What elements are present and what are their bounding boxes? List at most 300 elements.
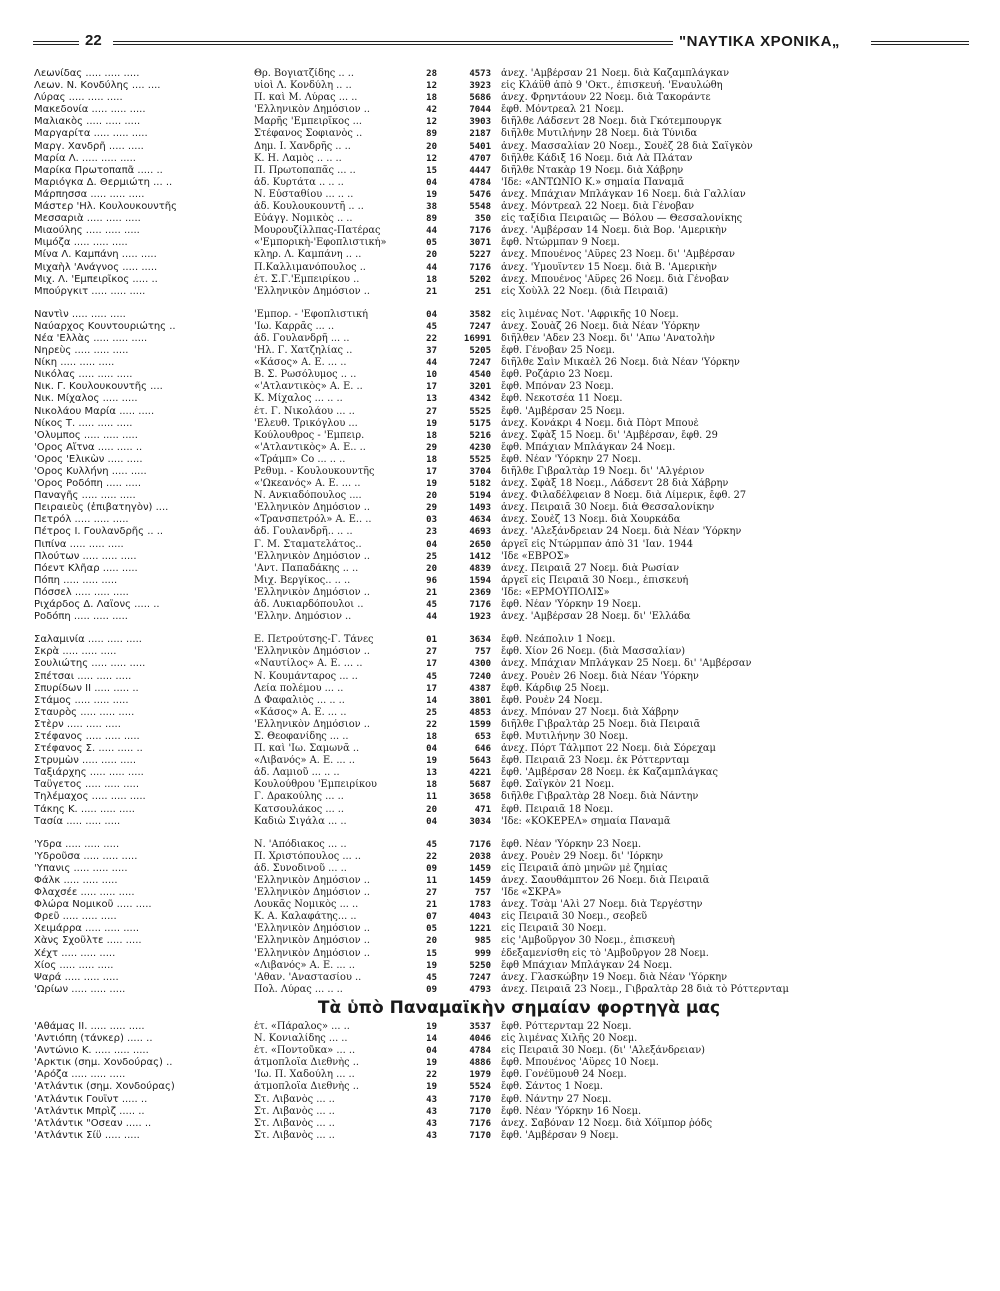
tonnage: 1412 <box>469 551 491 562</box>
ship-name: 'Ωρίων ..... ..... ..... <box>34 983 126 995</box>
table-row <box>34 599 974 611</box>
tonnage: 5686 <box>469 93 491 104</box>
flag-code: 20 <box>426 804 437 815</box>
ship-name: Μιχ. Λ. 'Εμπειρῖκος ..... .. <box>34 273 158 285</box>
flag-code: 42 <box>426 105 437 116</box>
tonnage: 3582 <box>469 309 491 320</box>
tonnage: 1221 <box>469 924 491 935</box>
movement: διῆλθε Λάδσεντ 28 Νοεμ. διὰ Γκότεμπουργκ <box>501 116 722 128</box>
movement: ἔφθ. Μπάχιαν Μπλάγκαν 24 Νοεμ. <box>501 441 676 453</box>
tonnage: 3801 <box>469 695 491 706</box>
ship-name: Μιαούλης ..... ..... ..... <box>34 225 140 237</box>
movement: διῆλθε Κάδιξ 16 Νοεμ. διὰ Λὰ Πλάταν <box>501 152 693 164</box>
tonnage: 1979 <box>469 1070 491 1081</box>
movement: ἀνεχ. 'Αμβέρσαν 14 Νοεμ. διὰ Βορ. 'Αμερικὴν <box>501 225 727 237</box>
flag-code: 18 <box>426 93 437 104</box>
movement: ἀργεῖ εἰς Πειραιᾶ 30 Νοεμ., ἐπισκευή <box>501 574 689 586</box>
tonnage: 985 <box>474 936 491 947</box>
ship-name: Ροδόπη ..... ..... ..... <box>34 611 128 623</box>
flag-code: 37 <box>426 346 437 357</box>
ship-name: Χίος ..... ..... ..... <box>34 959 114 971</box>
movement: ἔφθ. Ντώρμπαν 9 Νοεμ. <box>501 237 620 249</box>
tonnage: 3923 <box>469 81 491 92</box>
movement: ἔφθ Μπάχιαν Μπλάγκαν 24 Νοεμ. <box>501 959 673 971</box>
ship-name: Στρυμὼν ..... ..... ..... <box>34 755 137 767</box>
table-row <box>34 719 974 731</box>
header-rule-middle <box>113 41 673 45</box>
group-spacer <box>34 828 974 839</box>
table-row <box>34 153 974 165</box>
ship-name: Μιχαὴλ 'Ανάγνος ..... ..... <box>34 261 158 273</box>
ship-owner: Στ. Λιβανὸς ... .. <box>254 1129 335 1141</box>
ship-name: 'Αντώνιο Κ. ..... ..... ..... <box>34 1045 149 1057</box>
movement: ἔφθ. Ροζάριο 23 Νοεμ. <box>501 369 613 381</box>
movement: ἔφθ. Νέαν 'Υόρκην 19 Νοεμ. <box>501 599 642 611</box>
table-row <box>34 743 974 755</box>
movement: εἰς 'Αμβοῦργον 30 Νοεμ., ἐπισκευὴ <box>501 935 675 947</box>
ship-owner: ἀτμοπλοΐα Διεθνὴς .. <box>254 1057 359 1069</box>
table-row <box>34 923 974 935</box>
tonnage: 7176 <box>469 600 491 611</box>
movement: ἀνεχ. Μπάχιαν Μπλάγκαν 16 Νοεμ. διὰ Γαλλίαν <box>501 188 746 200</box>
movement: ἀνεχ. Ρουὲν 29 Νοεμ. δι' 'Ιόρκην <box>501 850 664 862</box>
table-row <box>34 671 974 683</box>
flag-code: 15 <box>426 948 437 959</box>
table-row <box>34 899 974 911</box>
table-row <box>34 960 974 972</box>
ship-owner: Ν. 'Απόδιακος ... .. <box>254 838 347 850</box>
table-row <box>34 418 974 430</box>
ship-owner: 'Εμπορ. - 'Εφοπλιστική <box>254 308 368 320</box>
tonnage: 4886 <box>469 1058 491 1069</box>
ship-name: Στάμος ..... ..... ..... <box>34 694 129 706</box>
ship-name: Σουλιώτης ..... ..... ..... <box>34 658 146 670</box>
ship-owner: Ε. Πετρούτσης-Γ. Τάνες <box>254 634 374 646</box>
ship-owner: «'Εμπορικὴ-'Εφοπλιστική» <box>254 237 387 249</box>
flag-code: 25 <box>426 551 437 562</box>
journal-title: "ΝΑΥΤΙΚΑ ΧΡΟΝΙΚΑ„ <box>679 33 840 50</box>
movement: ἀνεχ. Μπάχιαν Μπλάγκαν 25 Νοεμ. δι' 'Αμβέρσαν <box>501 658 752 670</box>
ship-name: Ναντὶν ..... ..... ..... <box>34 308 126 320</box>
flag-code: 04 <box>426 539 437 550</box>
table-row <box>34 369 974 381</box>
tonnage: 1459 <box>469 876 491 886</box>
table-row <box>34 1069 974 1081</box>
table-row <box>34 887 974 899</box>
ship-name: Ναύαρχος Κουντουριώτης .. <box>34 320 176 332</box>
ship-owner: Στ. Λιβανὸς ... .. <box>254 1117 335 1129</box>
movement: διῆλθε Γιβραλτὰρ 25 Νοεμ. διὰ Πειραιᾶ <box>501 718 701 730</box>
ship-owner: «'Ατλαντικὸς» Α. Ε. .. <box>254 381 363 393</box>
ship-name: Τηλέμαχος ..... ..... ..... <box>34 791 146 803</box>
table-row <box>34 1021 974 1033</box>
ship-owner: 'Αντ. Παπαδάκης .. .. <box>254 562 359 574</box>
flag-code: 19 <box>426 1058 437 1069</box>
movement: ἀνεχ. Σαουθάμπτον 26 Νοεμ. διὰ Πειραιᾶ <box>501 875 710 886</box>
tonnage: 5202 <box>469 274 491 285</box>
table-row <box>34 1118 974 1130</box>
tonnage: 1783 <box>469 900 491 911</box>
table-row <box>34 274 974 286</box>
flag-code: 19 <box>426 960 437 971</box>
flag-code: 20 <box>426 563 437 574</box>
table-row <box>34 189 974 201</box>
flag-code: 96 <box>426 575 437 586</box>
ship-owner: 'Ιω. Π. Χαδούλη ... .. <box>254 1069 355 1081</box>
table-row <box>34 345 974 357</box>
ship-owner: Π.Καλλιμανόπουλος .. <box>254 261 366 273</box>
table-row <box>34 502 974 514</box>
ship-owner: Στ. Λιβανὸς ... .. <box>254 1093 335 1105</box>
table-row <box>34 430 974 442</box>
flag-code: 44 <box>426 262 437 273</box>
ship-name: Νέα 'Ελλὰς ..... ..... ..... <box>34 332 148 344</box>
tonnage: 7176 <box>469 839 491 850</box>
tonnage: 7044 <box>469 105 491 116</box>
movement: ἀνεχ. Πειραιᾶ 27 Νοεμ. διὰ Ρωσίαν <box>501 562 680 574</box>
tonnage: 3658 <box>469 792 491 803</box>
flag-code: 21 <box>426 900 437 911</box>
ship-owner: Κούλουθρος - 'Εμπειρ. <box>254 429 365 441</box>
movement: ἀνεχ. 'Υμουΐντεν 15 Νοεμ. διὰ Β. 'Αμερικὴν <box>501 261 717 273</box>
flag-code: 45 <box>426 972 437 983</box>
flag-code: 19 <box>426 1021 437 1032</box>
movement: ἔφθ. Πειραιᾶ 23 Νοεμ. ἐκ Ρόττερνταμ <box>501 755 690 767</box>
ship-owner: 'Ελληνικὸν Δημόσιον .. <box>254 285 370 297</box>
movement: ἀνεχ. Φρηντάουν 22 Νοεμ. διὰ Τακοράντε <box>501 92 711 104</box>
group-spacer <box>34 298 974 309</box>
tonnage: 3034 <box>469 816 491 827</box>
movement: ἀνεχ. 'Αμβέρσαν 21 Νοεμ. διὰ Καζαμπλάγκαν <box>501 68 730 79</box>
ship-name: Μαργαρίτα ..... ..... ..... <box>34 128 148 140</box>
ship-owner: Λεία πολέμου ... .. <box>254 682 344 694</box>
movement: εἰς Πειραιᾶ 30 Νοεμ. <box>501 923 607 935</box>
ship-owner: «'Ατλαντικὸς» Α. Ε.. .. <box>254 441 366 453</box>
ship-name: Παναγῆς ..... ..... ..... <box>34 490 136 502</box>
flag-code: 22 <box>426 1070 437 1081</box>
flag-code: 20 <box>426 141 437 152</box>
tonnage: 5182 <box>469 479 491 490</box>
ship-name: Πλούτων ..... ..... ..... <box>34 550 137 562</box>
tonnage: 5205 <box>469 346 491 357</box>
tonnage: 3537 <box>469 1021 491 1032</box>
table-row <box>34 587 974 599</box>
movement: ἀνεχ. 'Αλεξάνδρειαν 24 Νοεμ. διὰ Νέαν 'Υόρκην <box>501 526 742 538</box>
ship-name: Μάρπησσα ..... ..... ..... <box>34 188 145 200</box>
ship-name: Μαλιακὸς ..... ..... ..... <box>34 116 141 128</box>
table-row <box>34 92 974 104</box>
ship-name: 'Ατλάντικ (σημ. Χονδούρας) <box>34 1081 175 1093</box>
tonnage: 5227 <box>469 250 491 261</box>
flag-code: 43 <box>426 1094 437 1105</box>
movement: ἔφθ. Κάρδιφ 25 Νοεμ. <box>501 682 610 694</box>
movement: ἀνεχ. Ρουὲν 26 Νοεμ. διὰ Νέαν 'Υόρκην <box>501 670 699 682</box>
flag-code: 03 <box>426 515 437 526</box>
tonnage: 2187 <box>469 129 491 140</box>
tonnage: 4387 <box>469 683 491 694</box>
flag-code: 21 <box>426 286 437 297</box>
table-row <box>34 839 974 851</box>
table-row <box>34 707 974 719</box>
table-row <box>34 213 974 225</box>
table-row <box>34 333 974 345</box>
flag-code: 20 <box>426 936 437 947</box>
tonnage: 1459 <box>469 863 491 874</box>
ship-owner: «Τρανσπετρόλ» Α. Ε.. .. <box>254 514 372 526</box>
ship-owner: 'Ελληνικὸν Δημόσιον .. <box>254 947 370 959</box>
ship-name: 'Ορος 'Ελικὼν ..... ..... <box>34 453 143 465</box>
table-row <box>34 381 974 393</box>
ship-name: Ταΰγετος ..... ..... ..... <box>34 779 140 791</box>
ship-owner: Π. Πρωτοπαπᾶς ... .. <box>254 164 356 176</box>
movement: ἔφθ. Χίον 26 Νοεμ. (διὰ Μασσαλίαν) <box>501 646 686 658</box>
ship-name: 'Ολυμπος ..... ..... ..... <box>34 429 138 441</box>
tonnage: 4793 <box>469 984 491 995</box>
ship-owner: ἐτ. Σ.Γ.'Εμπειρίκου .. <box>254 273 360 285</box>
table-row <box>34 816 974 828</box>
table-row <box>34 851 974 863</box>
movement: ἔφθ. Μυτιλήνην 30 Νοεμ. <box>501 730 629 742</box>
tonnage: 3201 <box>469 382 491 393</box>
flag-code: 43 <box>426 1130 437 1141</box>
ship-name: Πόεντ Κλῆαρ ..... ..... <box>34 562 138 574</box>
flag-code: 89 <box>426 129 437 140</box>
flag-code: 10 <box>426 370 437 381</box>
ship-owner: Ν. Κουμάνταρος ... .. <box>254 670 358 682</box>
movement: εἰς Κλάϋθ ἀπὸ 9 'Οκτ., ἐπισκευή. 'Εναυλώθη <box>501 80 723 92</box>
movement: ἀνεχ. Φιλαδέλφειαν 8 Νοεμ. διὰ Λίμερικ, ἔφθ. 27 <box>501 490 747 502</box>
table-row <box>34 551 974 563</box>
ship-name: Μάστερ 'Ηλ. Κουλουκουντῆς <box>34 201 177 213</box>
movement: διῆλθε Σαὶν Μικαὲλ 26 Νοεμ. διὰ Νέαν 'Υόρκην <box>501 357 740 369</box>
tonnage: 4230 <box>469 442 491 453</box>
tonnage: 999 <box>474 948 491 959</box>
tonnage: 251 <box>474 286 491 297</box>
ship-name: Μαρία Λ. ..... ..... ..... <box>34 152 136 164</box>
flag-code: 28 <box>426 69 437 79</box>
movement: ἀνεχ. Μπουένος 'Αϋρες 26 Νοεμ. διὰ Γένοβαν <box>501 273 729 285</box>
flag-code: 25 <box>426 707 437 718</box>
table-row <box>34 393 974 405</box>
ship-name: Τάκης Κ. ..... ..... ..... <box>34 803 135 815</box>
flag-code: 89 <box>426 214 437 225</box>
table-row <box>34 490 974 502</box>
movement: ἔφθ. Νεκοτσέα 11 Νοεμ. <box>501 393 623 405</box>
ship-owner: Γ. Μ. Σταματελάτος.. <box>254 538 362 550</box>
movement: ἀνεχ. Κονάκρι 4 Νοεμ. διὰ Πὸρτ Μπουὲ <box>501 417 699 429</box>
ship-name: Τασία ..... ..... ..... <box>34 815 121 827</box>
movement: 'Ιδε: «ΑΝΤΩΝΙΟ Κ.» σημαία Παναμᾶ <box>501 176 685 188</box>
table-row <box>34 731 974 743</box>
flag-code: 17 <box>426 382 437 393</box>
tonnage: 3903 <box>469 117 491 128</box>
ship-name: 'Ορος Κυλλήνη ..... ..... <box>34 466 147 477</box>
movement: ἐδεξαμενίσθη εἰς τὸ 'Αμβοῦργον 28 Νοεμ. <box>501 947 709 959</box>
ship-name: Σπέτσαι ..... ..... ..... <box>34 670 132 682</box>
ship-owner: «Λιβανός» Α. Ε. ... .. <box>254 959 356 971</box>
flag-code: 04 <box>426 309 437 320</box>
tonnage: 5687 <box>469 780 491 791</box>
ship-owner: «Ναυτίλος» Α. Ε. ... .. <box>254 658 363 670</box>
ship-name: 'Ατλάντικ Γουΐντ ..... .. <box>34 1093 148 1105</box>
flag-code: 13 <box>426 768 437 779</box>
table-row <box>34 309 974 321</box>
movement: ἔφθ. Σαϊγκὸν 21 Νοεμ. <box>501 779 615 791</box>
ship-owner: Μουρουζίλλπας-Πατέρας <box>254 225 381 237</box>
ship-name: 'Αθάμας ΙΙ. ..... ..... ..... <box>34 1020 145 1032</box>
ship-owner: ἀδ. Κουλουκουντῆ .. .. <box>254 201 364 213</box>
ship-owner: Ν. Κονιαλίδης ... .. <box>254 1033 348 1045</box>
table-row <box>34 767 974 779</box>
movement: ἔφθ. Νέαν 'Υόρκην 23 Νοεμ. <box>501 838 642 850</box>
ship-owner: 'Ιω. Καρρᾶς ... .. <box>254 320 335 332</box>
ship-name: Σπυρίδων ΙΙ ..... ..... .. <box>34 682 139 694</box>
ship-name: 'Αρκτικ (σημ. Χονδούρας) .. <box>34 1057 173 1069</box>
tonnage: 7247 <box>469 358 491 369</box>
movement: εἰς Πειραιᾶ 30 Νοεμ. (δι' 'Αλεξάνδρειαν) <box>501 1045 706 1057</box>
flag-code: 22 <box>426 851 437 862</box>
movement: ἔφθ. Ρουὲν 24 Νοεμ. <box>501 694 603 706</box>
ship-owner: «'Ωκεανός» Α. Ε. ... .. <box>254 478 361 490</box>
tonnage: 5525 <box>469 454 491 465</box>
page-header <box>33 32 969 52</box>
movement: ἔφθ. 'Αμβέρσαν 25 Νοεμ. <box>501 405 625 417</box>
ship-owner: ἀδ. Συνοδινοῦ ... .. <box>254 862 347 874</box>
ship-name: Πιπίνα ..... ..... ..... <box>34 538 124 550</box>
ship-owner: ἀδ. Κυρτάτα .. .. .. <box>254 176 344 188</box>
movement: διῆλθε Γιβραλτὰρ 28 Νοεμ. διὰ Νάντην <box>501 791 699 803</box>
flag-code: 43 <box>426 1118 437 1129</box>
tonnage: 5524 <box>469 1082 491 1093</box>
ship-name: Φάλκ ..... ..... ..... <box>34 875 118 886</box>
movement: ἀνεχ. Πόρτ Τάλμποτ 22 Νοεμ. διὰ Σόρεχαμ <box>501 743 716 755</box>
tonnage: 4221 <box>469 768 491 779</box>
ship-owner: ἐτ. Γ. Νικολάου ... .. <box>254 405 355 417</box>
tonnage: 16991 <box>463 333 491 344</box>
ship-owner: Ν. Εὐσταθίου ... .. .. <box>254 188 354 200</box>
flag-code: 05 <box>426 238 437 249</box>
ship-owner: 'Ηλ. Γ. Χατζηλίας .. <box>254 345 353 357</box>
flag-code: 23 <box>426 527 437 538</box>
flag-code: 11 <box>426 792 437 803</box>
movement: ἔφθ. Νέαν 'Υόρκην 27 Νοεμ. <box>501 453 642 465</box>
ship-list <box>34 68 974 1142</box>
movement: ἀνεχ. Σφὰξ 18 Νοεμ., Λάδσεντ 28 διὰ Χάβρην <box>501 478 729 490</box>
tonnage: 757 <box>474 888 491 899</box>
page-number: 22 <box>85 32 102 49</box>
ship-name: Μαρίκα Πρωτοπαπᾶ ..... .. <box>34 164 163 176</box>
table-row <box>34 116 974 128</box>
header-rule-right <box>871 41 969 45</box>
ship-name: Φρεῦ ..... ..... ..... <box>34 911 117 923</box>
flag-code: 18 <box>426 454 437 465</box>
tonnage: 3704 <box>469 467 491 477</box>
tonnage: 3071 <box>469 238 491 249</box>
flag-code: 44 <box>426 358 437 369</box>
tonnage: 4784 <box>469 177 491 188</box>
ship-owner: κληρ. Λ. Καμπάνη .. .. <box>254 249 362 261</box>
flag-code: 01 <box>426 635 437 646</box>
tonnage: 7247 <box>469 972 491 983</box>
movement: ἀνεχ. Μπόναν 27 Νοεμ. διὰ Χάβρην <box>501 706 679 718</box>
movement: ἔφθ. Μπόναν 23 Νοεμ. <box>501 381 614 393</box>
ship-name: Μιμόζα ..... ..... ..... <box>34 237 128 249</box>
ship-owner: Θρ. Βογιατζίδης .. .. <box>254 68 354 79</box>
flag-code: 11 <box>426 876 437 886</box>
ship-name: 'Ορος Ροδόπη ..... ..... <box>34 478 142 490</box>
tonnage: 5476 <box>469 189 491 200</box>
ship-owner: Κ. Η. Λαμὸς .. .. .. <box>254 152 342 164</box>
ship-owner: 'Ελληνικὸν Δημόσιον .. <box>254 875 370 886</box>
table-row <box>34 695 974 707</box>
table-row <box>34 683 974 695</box>
ship-owner: Σ. Θεοφανίδης ... .. <box>254 730 349 742</box>
table-row <box>34 611 974 623</box>
table-row <box>34 875 974 887</box>
table-row <box>34 911 974 923</box>
movement: ἀνεχ. Μόντρεαλ 22 Νοεμ. διὰ Γένοβαν <box>501 201 695 213</box>
flag-code: 44 <box>426 612 437 623</box>
table-row <box>34 984 974 996</box>
flag-code: 05 <box>426 924 437 935</box>
ship-name: Χειμάρρα ..... ..... ..... <box>34 923 140 935</box>
ship-owner: Β. Σ. Ρωσόλυμος .. .. <box>254 369 357 381</box>
ship-name: 'Ορος Αἴτνα ..... ..... .. <box>34 441 143 453</box>
ship-owner: Κ. Α. Καλαφάτης... .. <box>254 911 357 923</box>
flag-code: 14 <box>426 695 437 706</box>
tonnage: 7176 <box>469 262 491 273</box>
table-row <box>34 791 974 803</box>
flag-code: 18 <box>426 780 437 791</box>
ship-owner: Κουλούθρου 'Εμπειρίκου <box>254 779 378 791</box>
ship-name: Στὲρν ..... ..... ..... <box>34 718 121 730</box>
tonnage: 757 <box>474 647 491 658</box>
tonnage: 653 <box>474 731 491 742</box>
ship-owner: Γ. Δρακούλης ... .. <box>254 791 344 803</box>
ship-name: Χὰνς Σχοῦλτε ..... ..... <box>34 935 142 947</box>
ship-owner: «Κάσος» Α. Ε. ... .. <box>254 357 347 369</box>
ship-owner: 'Αθαν. 'Αναστασίου .. <box>254 971 362 983</box>
tonnage: 4043 <box>469 912 491 923</box>
flag-code: 19 <box>426 418 437 429</box>
flag-code: 19 <box>426 189 437 200</box>
ship-owner: Λουκᾶς Νομικὸς ... .. <box>254 899 359 911</box>
flag-code: 29 <box>426 503 437 514</box>
flag-code: 20 <box>426 491 437 502</box>
table-row <box>34 863 974 875</box>
movement: εἰς λιμένας Νοτ. 'Αφρικῆς 10 Νοεμ. <box>501 308 679 320</box>
ship-name: Πόπη ..... ..... ..... <box>34 574 118 586</box>
flag-code: 12 <box>426 117 437 128</box>
movement: ἔφθ. Νεάπολιν 1 Νοεμ. <box>501 634 616 646</box>
ship-name: Πέτρος Ι. Γουλανδρῆς .. .. <box>34 526 164 538</box>
ship-name: Μαριόγκα Δ. Θερμιώτη ... .. <box>34 176 173 188</box>
table-row <box>34 539 974 551</box>
flag-code: 09 <box>426 984 437 995</box>
flag-code: 18 <box>426 731 437 742</box>
table-row <box>34 514 974 526</box>
ship-owner: 'Ελληνικὸν Δημόσιον .. <box>254 104 370 116</box>
flag-code: 19 <box>426 1082 437 1093</box>
flag-code: 44 <box>426 226 437 237</box>
ship-owner: 'Ελληνικὸν Δημόσιον .. <box>254 923 370 935</box>
table-row <box>34 804 974 816</box>
ship-name: 'Ατλάντικ Μπρὶζ ..... .. <box>34 1105 145 1117</box>
ship-name: Νικόλας ..... ..... ..... <box>34 369 133 381</box>
table-row <box>34 755 974 767</box>
ship-name: Λεων. Ν. Κονδύλης .... .... <box>34 80 161 92</box>
movement: ἔφθ. 'Αμβέρσαν 28 Νοεμ. ἐκ Καζαμπλάγκας <box>501 767 719 779</box>
